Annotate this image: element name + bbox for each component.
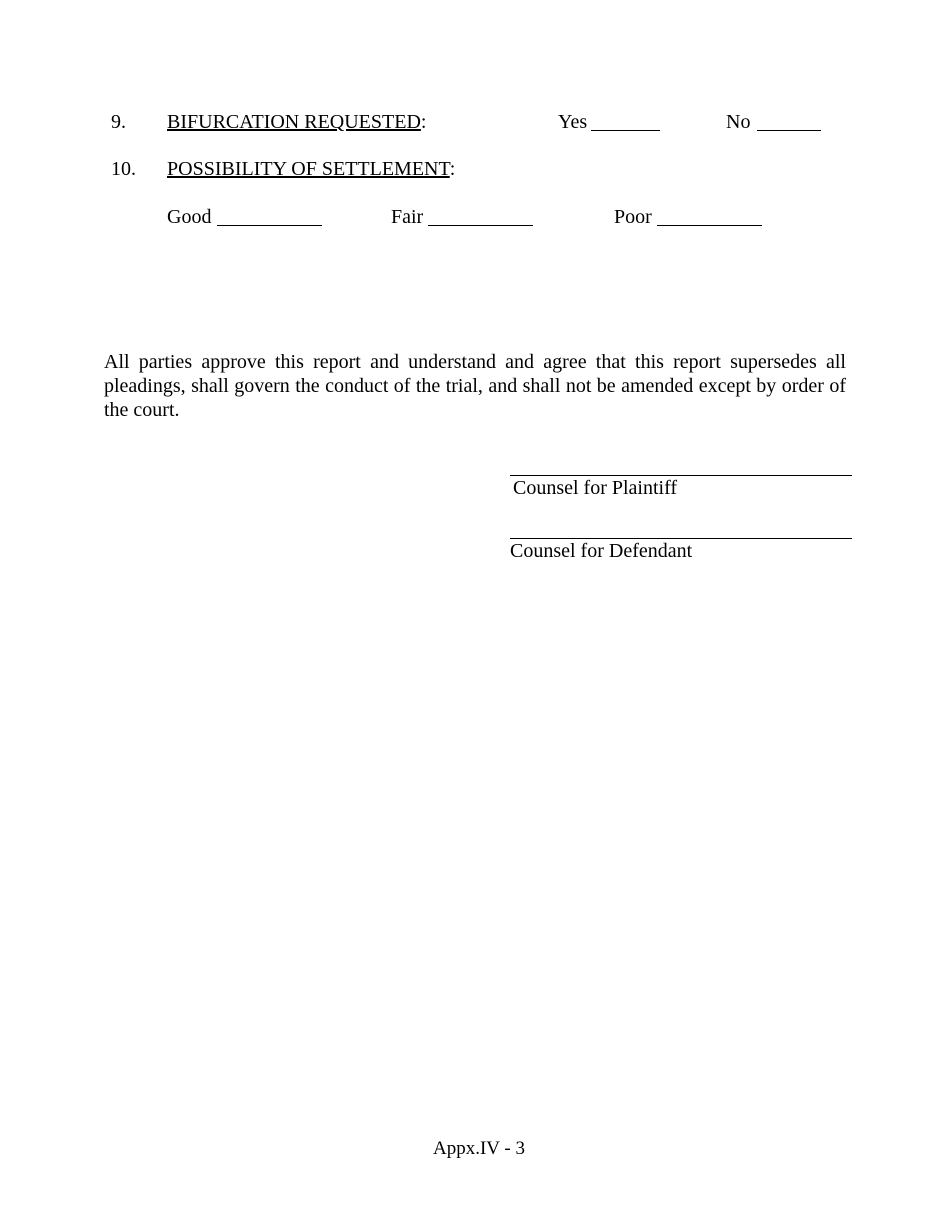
- no-label: No: [726, 111, 751, 133]
- approval-paragraph: All parties approve this report and understand and agree that this report supersedes all pleadings, shall govern the conduct of the trial, and shall not be amended except by order of the court.: [104, 351, 846, 421]
- fair-blank[interactable]: [428, 203, 533, 226]
- item-10-heading: [167, 157, 455, 181]
- page-footer: Appx.IV - 3: [433, 1138, 526, 1159]
- defendant-signature-line[interactable]: [510, 518, 852, 539]
- yes-label: Yes: [558, 111, 588, 133]
- no-blank[interactable]: [757, 108, 821, 131]
- colon: :: [449, 158, 456, 180]
- item-9-heading: [167, 110, 426, 134]
- defendant-signature-label: Counsel for Defendant: [510, 540, 693, 562]
- colon: :: [420, 111, 427, 133]
- good-blank[interactable]: [217, 203, 322, 226]
- plaintiff-signature-line[interactable]: [510, 455, 852, 476]
- good-label: Good: [167, 206, 212, 228]
- plaintiff-signature-label: Counsel for Plaintiff: [513, 477, 678, 499]
- yes-blank[interactable]: [591, 108, 660, 131]
- item-9-heading-text: BIFURCATION REQUESTED: [167, 111, 421, 133]
- poor-blank[interactable]: [657, 203, 762, 226]
- fair-label: Fair: [391, 206, 424, 228]
- item-10-heading-text: POSSIBILITY OF SETTLEMENT: [167, 158, 450, 180]
- item-10-number: 10.: [111, 158, 136, 180]
- poor-label: Poor: [614, 206, 652, 228]
- item-9-number: 9.: [111, 111, 126, 133]
